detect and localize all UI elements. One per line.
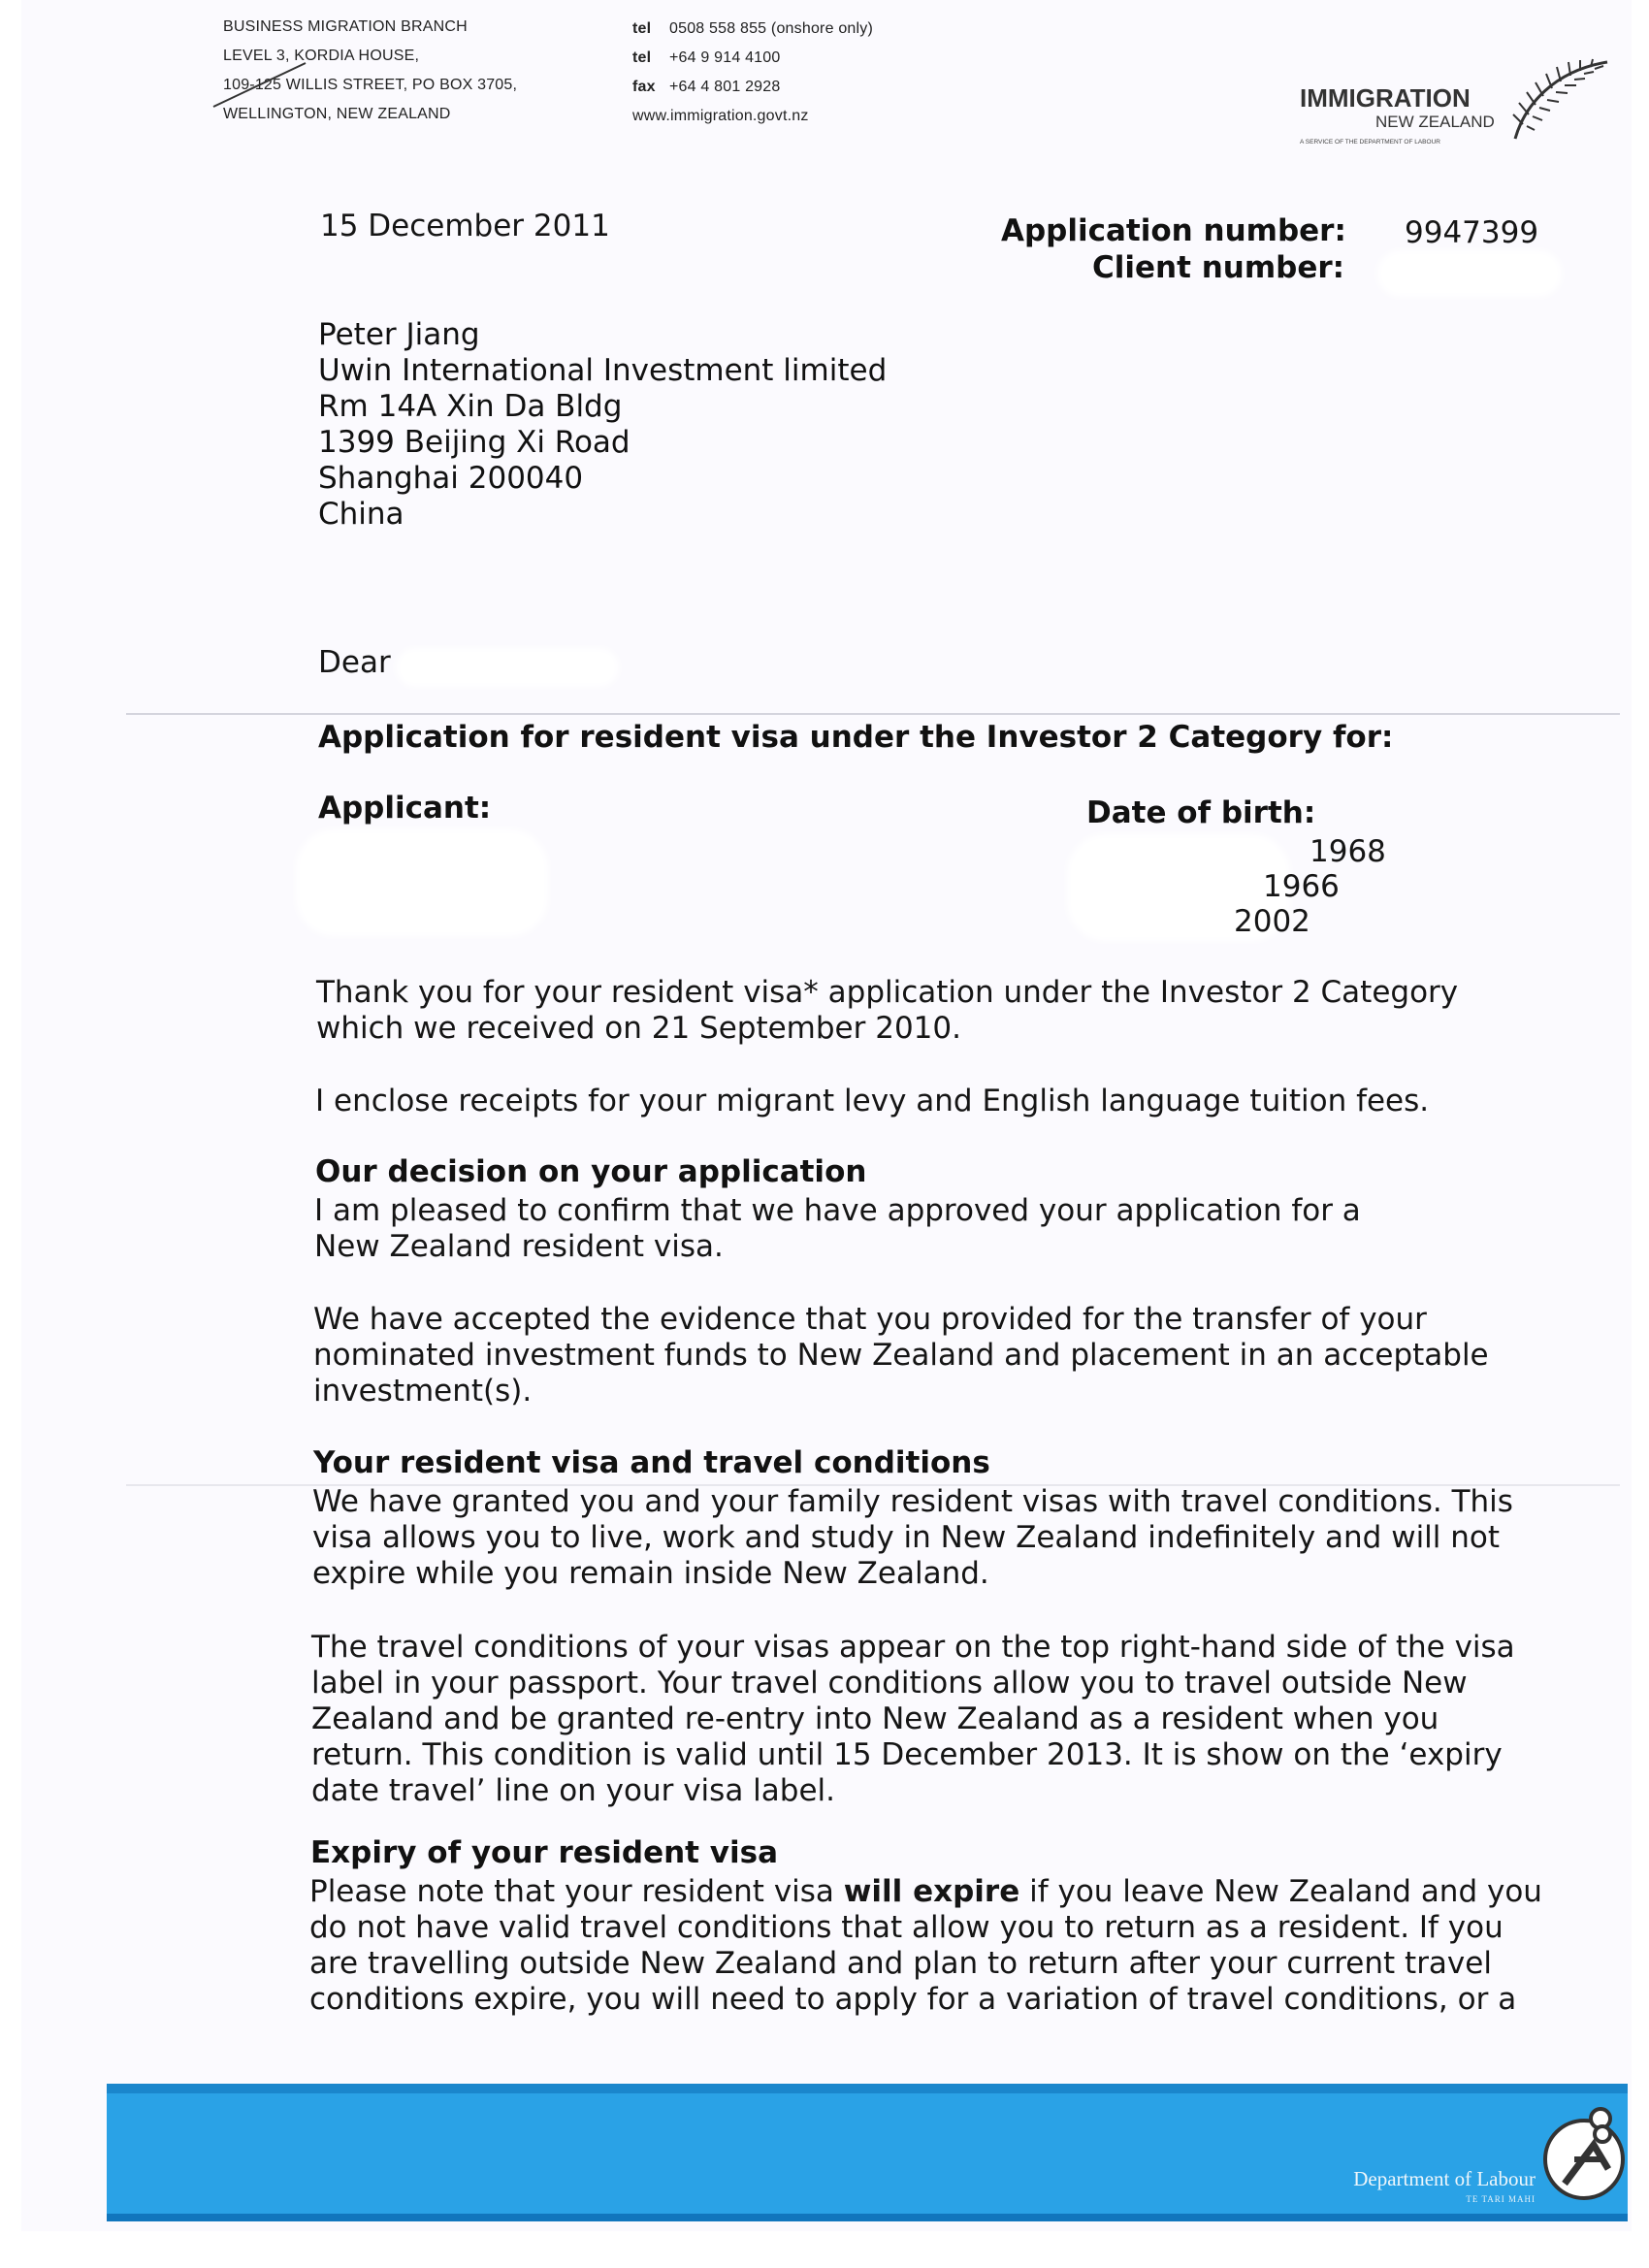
contact-row: tel +64 9 914 4100 bbox=[632, 49, 781, 66]
contact-block bbox=[632, 15, 873, 131]
department-subtitle: TE TARI MAHI bbox=[1466, 2194, 1536, 2204]
address-line: 1399 Beijing Xi Road bbox=[318, 425, 630, 460]
logo-line2: NEW ZEALAND bbox=[1375, 113, 1495, 131]
client-number-label: Client number: bbox=[1092, 250, 1345, 285]
address-line: Rm 14A Xin Da Bldg bbox=[318, 389, 623, 424]
paragraph-conditions bbox=[311, 1630, 1515, 1809]
branch-line: LEVEL 3, KORDIA HOUSE, bbox=[223, 48, 420, 64]
text-line: I am pleased to confirm that we have approved your application for a bbox=[314, 1193, 1361, 1228]
logo-tagline: A SERVICE OF THE DEPARTMENT OF LABOUR bbox=[1300, 139, 1440, 146]
salutation: Dear bbox=[318, 645, 391, 680]
text-line: The travel conditions of your visas appear on the top right-hand side of the visa bbox=[311, 1630, 1515, 1665]
address-line: Peter Jiang bbox=[318, 317, 480, 352]
contact-row: tel 0508 558 855 (onshore only) bbox=[632, 20, 873, 37]
letter-subject: Application for resident visa under the Investor 2 Category for: bbox=[318, 720, 1394, 755]
website[interactable]: www.immigration.govt.nz bbox=[632, 108, 809, 124]
text-line: which we received on 21 September 2010. bbox=[316, 1011, 961, 1046]
application-number: 9947399 bbox=[1405, 215, 1539, 250]
address-line: China bbox=[318, 497, 404, 532]
applicant-label: Applicant: bbox=[318, 791, 492, 826]
department-name: Department of Labour bbox=[1353, 2167, 1536, 2190]
footer-stripe bbox=[107, 2084, 1628, 2093]
address-line: Shanghai 200040 bbox=[318, 461, 584, 496]
logo-line1: IMMIGRATION bbox=[1300, 83, 1471, 113]
fold-crease bbox=[126, 713, 1620, 715]
text-line: conditions expire, you will need to apply for a variation of travel conditions, or a bbox=[309, 1982, 1517, 2017]
immigration-nz-logo bbox=[1300, 56, 1610, 153]
text-line: date travel’ line on your visa label. bbox=[311, 1773, 836, 1808]
dob-year: 2002 bbox=[1234, 904, 1310, 939]
branch-line: WELLINGTON, NEW ZEALAND bbox=[223, 106, 451, 122]
dob-year: 1968 bbox=[1310, 834, 1386, 869]
text-line: are travelling outside New Zealand and plan to return after your current travel bbox=[309, 1946, 1492, 1981]
paragraph-thanks bbox=[316, 975, 1458, 1047]
text-line: Thank you for your resident visa* application under the Investor 2 Category bbox=[316, 975, 1459, 1010]
text-line: return. This condition is valid until 15 December 2013. It is show on the ‘expiry bbox=[311, 1737, 1503, 1772]
redacted-name bbox=[396, 648, 619, 687]
footer-band bbox=[107, 2084, 1628, 2221]
paragraph-receipts: I enclose receipts for your migrant levy and English language tuition fees. bbox=[315, 1084, 1430, 1118]
paragraph-evidence bbox=[313, 1302, 1489, 1409]
contact-row: fax +64 4 801 2928 bbox=[632, 79, 781, 95]
text-line: expire while you remain inside New Zealand. bbox=[312, 1556, 989, 1591]
footer-bottom-stripe bbox=[107, 2214, 1628, 2221]
pen-scribble-icon bbox=[209, 58, 315, 112]
text-line: Zealand and be granted re-entry into New Zealand as a resident when you bbox=[311, 1701, 1439, 1736]
dob-label: Date of birth: bbox=[1086, 795, 1316, 830]
recipient-address bbox=[318, 317, 887, 533]
branch-line: BUSINESS MIGRATION BRANCH bbox=[223, 18, 468, 35]
heading-expiry: Expiry of your resident visa bbox=[310, 1835, 778, 1870]
redacted-applicants bbox=[296, 829, 548, 936]
text-line: do not have valid travel conditions that allow you to return as a resident. If you bbox=[309, 1910, 1504, 1945]
address-line: Uwin International Investment limited bbox=[318, 353, 888, 388]
paragraph-granted bbox=[312, 1484, 1513, 1592]
emphasis-text: will expire bbox=[843, 1874, 1020, 1909]
application-number-label: Application number: bbox=[1001, 213, 1346, 248]
dob-year: 1966 bbox=[1263, 869, 1340, 904]
text-line: Please note that your resident visa will expire if you leave New Zealand and you bbox=[309, 1874, 1542, 1909]
text-line: New Zealand resident visa. bbox=[314, 1229, 724, 1264]
paragraph-expiry bbox=[309, 1874, 1542, 2018]
text-line: label in your passport. Your travel conditions allow you to travel outside New bbox=[311, 1666, 1468, 1701]
department-of-labour-logo-icon bbox=[1540, 2101, 1628, 2208]
text-line: visa allows you to live, work and study in New Zealand indefinitely and will not bbox=[312, 1520, 1501, 1555]
text-line: We have accepted the evidence that you provided for the transfer of your bbox=[313, 1302, 1427, 1337]
letter-date: 15 December 2011 bbox=[320, 209, 610, 243]
text-line: nominated investment funds to New Zealand and placement in an acceptable bbox=[313, 1338, 1489, 1373]
silver-fern-icon bbox=[1505, 56, 1612, 144]
heading-decision: Our decision on your application bbox=[315, 1154, 867, 1189]
text-line: investment(s). bbox=[313, 1374, 533, 1409]
branch-line: 109-125 WILLIS STREET, PO BOX 3705, bbox=[223, 77, 518, 93]
heading-travel: Your resident visa and travel conditions bbox=[313, 1445, 990, 1480]
text-line: We have granted you and your family resident visas with travel conditions. This bbox=[312, 1484, 1513, 1519]
redacted-client-number bbox=[1377, 250, 1562, 297]
paragraph-decision bbox=[314, 1193, 1361, 1265]
